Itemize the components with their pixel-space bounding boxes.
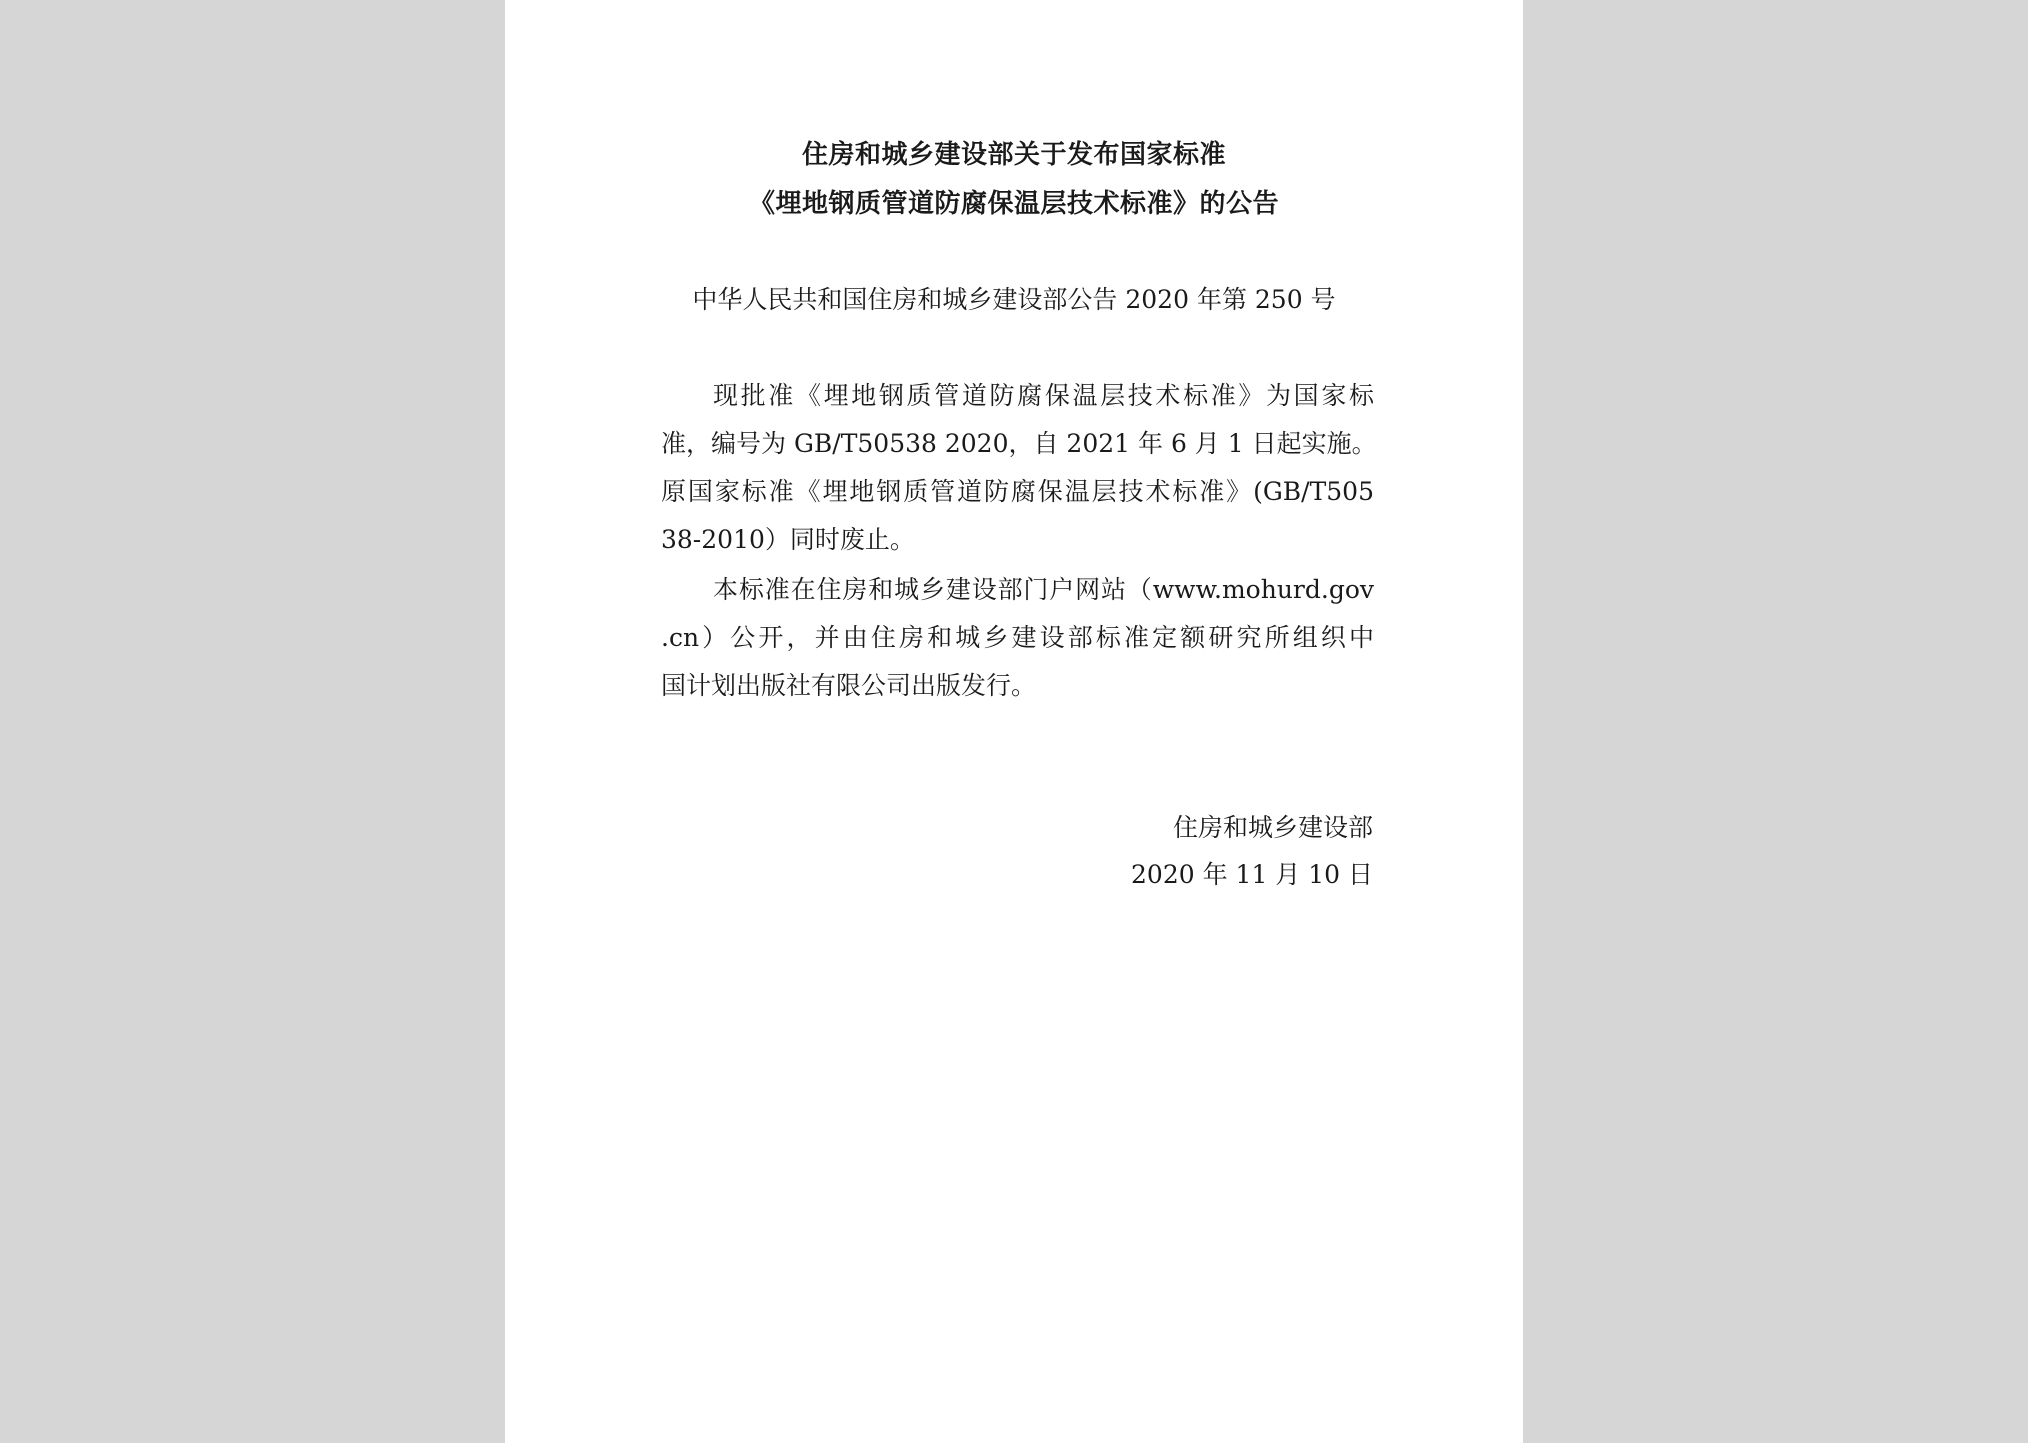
document-title-line-2: 《埋地钢质管道防腐保温层技术标准》的公告: [748, 189, 1279, 219]
paragraph-1-line-2: 准，编号为 GB/T50538 2020，自 2021 年 6 月 1 日起实施。: [661, 429, 1377, 458]
signature-organization: 住房和城乡建设部: [1172, 813, 1373, 842]
paragraph-2-line-3: 国计划出版社有限公司出版发行。: [661, 671, 1037, 700]
paragraph-2-line-2: .cn）公开，并由住房和城乡建设部标准定额研究所组织中: [661, 623, 1374, 652]
signature-date: 2020 年 11 月 10 日: [1131, 860, 1373, 889]
document-page: [505, 0, 1523, 1443]
paragraph-1-line-1: 现批准《埋地钢质管道防腐保温层技术标准》为国家标: [713, 381, 1374, 410]
paragraph-2-line-1: 本标准在住房和城乡建设部门户网站（www.mohurd.gov: [713, 575, 1374, 604]
document-title-line-1: 住房和城乡建设部关于发布国家标准: [801, 140, 1226, 170]
paragraph-1-line-4: 38-2010）同时废止。: [661, 525, 915, 554]
paragraph-1-line-3: 原国家标准《埋地钢质管道防腐保温层技术标准》(GB/T505: [661, 477, 1374, 506]
notice-number: 中华人民共和国住房和城乡建设部公告 2020 年第 250 号: [692, 285, 1336, 314]
